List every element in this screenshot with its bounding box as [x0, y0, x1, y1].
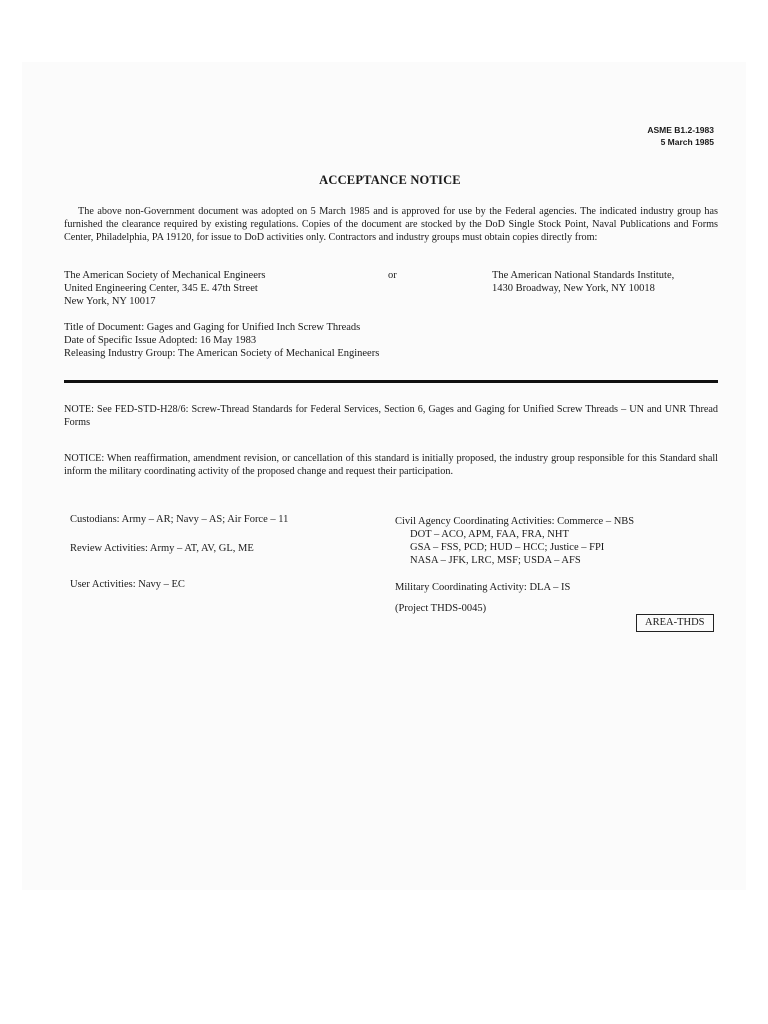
asme-address: United Engineering Center, 345 E. 47th Street — [64, 283, 258, 294]
source-connector: or — [388, 270, 397, 281]
asme-name: The American Society of Mechanical Engineers — [64, 270, 266, 281]
source-ansi — [492, 269, 674, 295]
document-title-line: Title of Document: Gages and Gaging for Unified Inch Screw Threads — [64, 322, 361, 333]
doc-number: ASME B1.2-1983 — [647, 125, 714, 135]
civil-agency-line-3: GSA – FSS, PCD; HUD – HCC; Justice – FPI — [410, 542, 605, 553]
custodians-line: Custodians: Army – AR; Navy – AS; Air Force – 11 — [70, 514, 289, 525]
note-paragraph: NOTE: See FED-STD-H28/6: Screw-Thread Standards for Federal Services, Section 6, Gages and Gaging for Unified Screw Threads – UN and UNR Thread Forms — [64, 404, 718, 428]
area-code-box: AREA-THDS — [636, 614, 714, 632]
ansi-name: The American National Standards Institute, — [492, 270, 675, 281]
civil-agency-line-4: NASA – JFK, LRC, MSF; USDA – AFS — [410, 555, 581, 566]
civil-agency-line-1: Civil Agency Coordinating Activities: Commerce – NBS — [395, 516, 635, 527]
review-activities-line: Review Activities: Army – AT, AV, GL, ME — [70, 543, 254, 554]
page-title: ACCEPTANCE NOTICE — [319, 173, 461, 187]
source-asme — [64, 269, 265, 308]
civil-agency-activities — [395, 515, 634, 567]
military-activity-line: Military Coordinating Activity: DLA – IS — [395, 582, 571, 593]
intro-paragraph: The above non-Government document was adopted on 5 March 1985 and is approved for use by the Federal agencies. The indicated industry group has furnished the clearance required by existing regulations. Copies of the document are stocked by the DoD Single Stock Point, Naval Publications and Forms Center, Philadelphia, PA 19120, for issue to DoD activities only. Contractors and industry groups must obtain copies directly from: — [64, 206, 718, 243]
releasing-group-line: Releasing Industry Group: The American Society of Mechanical Engineers — [64, 348, 380, 359]
doc-date: 5 March 1985 — [660, 137, 714, 147]
document-info — [64, 321, 379, 360]
user-activities-line: User Activities: Navy – EC — [70, 579, 185, 590]
civil-agency-line-2: DOT – ACO, APM, FAA, FRA, NHT — [410, 529, 569, 540]
project-line: (Project THDS-0045) — [395, 603, 487, 614]
ansi-address: 1430 Broadway, New York, NY 10018 — [492, 283, 655, 294]
issue-date-line: Date of Specific Issue Adopted: 16 May 1983 — [64, 335, 257, 346]
document-header — [647, 124, 714, 148]
asme-city: New York, NY 10017 — [64, 296, 156, 307]
notice-paragraph: NOTICE: When reaffirmation, amendment revision, or cancellation of this standard is initially proposed, the industry group responsible for this Standard shall inform the military coordinating activity of the proposed change and request their participation. — [64, 453, 718, 477]
section-divider — [64, 380, 718, 383]
